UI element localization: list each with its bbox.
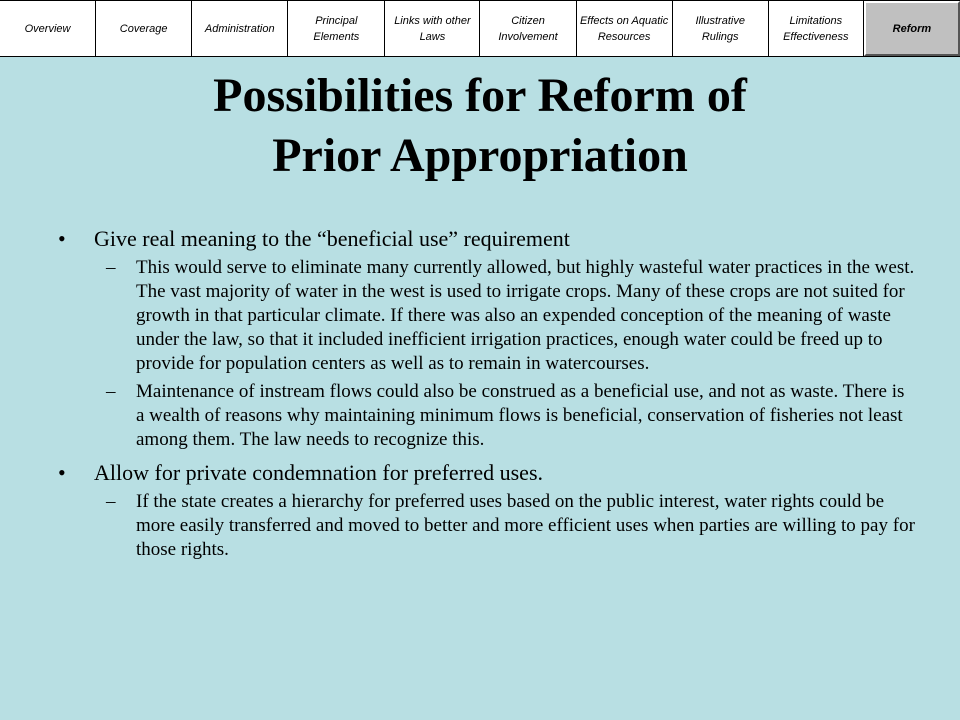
bullet-text: Allow for private condemnation for preferred uses. xyxy=(94,460,544,485)
sub-bullet-item xyxy=(106,490,918,562)
nav-tab-effects-on-aquatic-resources[interactable]: Effects on Aquatic Resources xyxy=(577,1,672,56)
dash-marker: – xyxy=(106,257,116,278)
slide-body xyxy=(58,226,918,566)
dash-marker: – xyxy=(106,381,116,402)
bullet-marker: • xyxy=(58,226,66,251)
nav-tab-overview[interactable]: Overview xyxy=(0,1,95,56)
nav-tab-reform[interactable]: Reform xyxy=(864,1,960,56)
sub-bullet-text: Maintenance of instream flows could also be construed as a beneficial use, and not as waste. There is a wealth of reasons why maintaining minimum flows is beneficial, conservation of fisheries not least among them. The law needs to recognize this. xyxy=(136,381,905,450)
nav-tab-coverage[interactable]: Coverage xyxy=(96,1,191,56)
bullet-item xyxy=(58,460,918,486)
bullet-text: Give real meaning to the “beneficial use” requirement xyxy=(94,226,570,251)
slide-title-line-2: Prior Appropriation xyxy=(272,129,688,182)
nav-tab-citizen-involvement[interactable]: Citizen Involvement xyxy=(480,1,575,56)
slide-title xyxy=(0,66,960,186)
sub-bullet-text: If the state creates a hierarchy for preferred uses based on the public interest, water rights could be more easily transferred and moved to better and more efficient uses when parties are willing to pay for those rights. xyxy=(136,491,915,560)
dash-marker: – xyxy=(106,491,116,512)
slide-nav-bar xyxy=(0,0,960,57)
sub-bullet-item xyxy=(106,380,918,452)
slide-title-line-1: Possibilities for Reform of xyxy=(213,69,747,122)
nav-tab-links-with-other-laws[interactable]: Links with other Laws xyxy=(385,1,479,56)
bullet-item xyxy=(58,226,918,252)
sub-bullet-item xyxy=(106,256,918,376)
nav-tab-administration[interactable]: Administration xyxy=(192,1,287,56)
sub-bullet-text: This would serve to eliminate many currently allowed, but highly wasteful water practices in the west. The vast majority of water in the west is used to irrigate crops. Many of these crops are not suited for growth in that particular climate. If there was also an expended conception of the meaning of waste under the law, so that it included inefficient irrigation practices, enough water could be freed up to provide for population centers as well as to remain in watercourses. xyxy=(136,257,915,374)
nav-tab-limitations-effectiveness[interactable]: Limitations Effectiveness xyxy=(769,1,863,56)
nav-tab-illustrative-rulings[interactable]: Illustrative Rulings xyxy=(673,1,768,56)
nav-tab-principal-elements[interactable]: Principal Elements xyxy=(288,1,384,56)
bullet-marker: • xyxy=(58,460,66,485)
